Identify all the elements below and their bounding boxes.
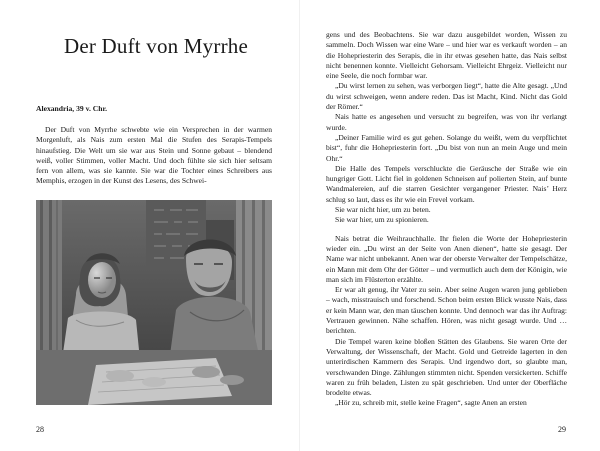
chapter-title: Der Duft von Myrrhe <box>63 34 248 58</box>
paragraph: „Hör zu, schreib mit, stelle keine Fragen“, sagte Anen an ersten <box>335 398 527 408</box>
paragraph: gens und des Beobachtens. Sie war dazu ausgebildet worden, Wissen zu sammeln. Doch Wissen war eine Ware – und hier war es verkauft worden – an die Hohepriesterin des Serapis, die in ihr etwas gesehen hatte, das Nais selbst nicht benennen konnte. Vielleicht Gehorsam. Vielleicht Ehrgeiz. Vielleicht nur eine Seele, die noch formbar war. <box>326 30 567 81</box>
illustration-woman-and-man-at-table-icon <box>36 200 272 405</box>
paragraph: Er war alt genug, ihr Vater zu sein. Aber seine Augen waren jung geblieben – wach, misstrauisch und forschend. Schon beim ersten Blick wusste Nais, dass er kein Mann war, den man täuschen konnte. Und dennoch war das ihr Auftrag: Vertrauen gewinnen. Nähe schaffen. Hören, was nicht gesagt wurde. Und … berichten. <box>326 285 567 336</box>
left-body-text <box>36 125 272 187</box>
page-number-left: 28 <box>36 425 44 434</box>
page-number-right: 29 <box>558 425 566 434</box>
paragraph: „Du wirst lernen zu sehen, was verborgen liegt“, hatte die Alte gesagt. „Und du wirst schweigen, wenn andere reden. Das ist Macht, Kind. Nicht das Gold der Römer.“ <box>326 81 567 112</box>
paragraph: „Deiner Familie wird es gut gehen. Solange du weißt, wem du verpflichtet bist“, fuhr die Hohepriesterin fort. „Du bist von nun an mein Auge und mein Ohr.“ <box>326 132 567 163</box>
paragraph: Sie war nicht hier, um zu beten. <box>335 205 431 215</box>
paragraph: Nais hatte es angesehen und versucht zu begreifen, was von ihr verlangt wurde. <box>326 112 567 132</box>
paragraph: Sie war hier, um zu spionieren. <box>335 215 429 225</box>
paragraph: Der Duft von Myrrhe schwebte wie ein Versprechen in der warmen Morgenluft, als Nais zum ersten Mal die Stufen des Serapis-Tempels hinaufstieg. Die Welt um sie war aus Stein und Sonne gebaut – blendend weiß, voller Stimmen, voller Macht. Und doch fühlte sie sich hier seltsam fern von allem, was sie kannte. Sie war die Tochter eines Schreibers aus Memphis, erzogen in der Kunst des Lesens, des Schwei- <box>36 125 272 186</box>
paragraph: Die Tempel waren keine bloßen Stätten des Glaubens. Sie waren Orte der Verwaltung, der Wissenschaft, der Macht. Gold und Getreide lagerten in den unterirdischen Kammern des Serapis. Und irgendwo dort, so glaubte man, verschwanden Dinge. Zählungen stimmten nicht. Spenden versickerten. Schiffe waren zu früh beladen, Listen zu spät geschrieben. Und unter der Oberfläche brodelte etwas. <box>326 336 567 398</box>
paragraph: Nais betrat die Weihrauchhalle. Ihr fielen die Worte der Hohepriesterin wieder ein. „Du wirst an der Seite von Anen dienen“, hatte sie gesagt. Der Name war nicht unbekannt. Anen war der oberste Verwalter der Tempelschätze, ein Mann mit dem Ohr der Götter – und vermutlich auch dem der Königin, wie man sich im Flüsterton erzählte. <box>326 233 567 284</box>
right-body-text <box>326 30 567 409</box>
paragraph: Die Halle des Tempels verschluckte die Geräusche der Straße wie ein hungriger Gott. Licht fiel in goldenen Schneisen auf polierten Stein, auf bunte Wandmalereien, auf die starren Gesichter vergangener Priester. Nais’ Herz schlug so laut, dass es ihr wie ein Frevel vorkam. <box>326 163 567 204</box>
place-heading: Alexandria, 39 v. Chr. <box>36 104 108 113</box>
